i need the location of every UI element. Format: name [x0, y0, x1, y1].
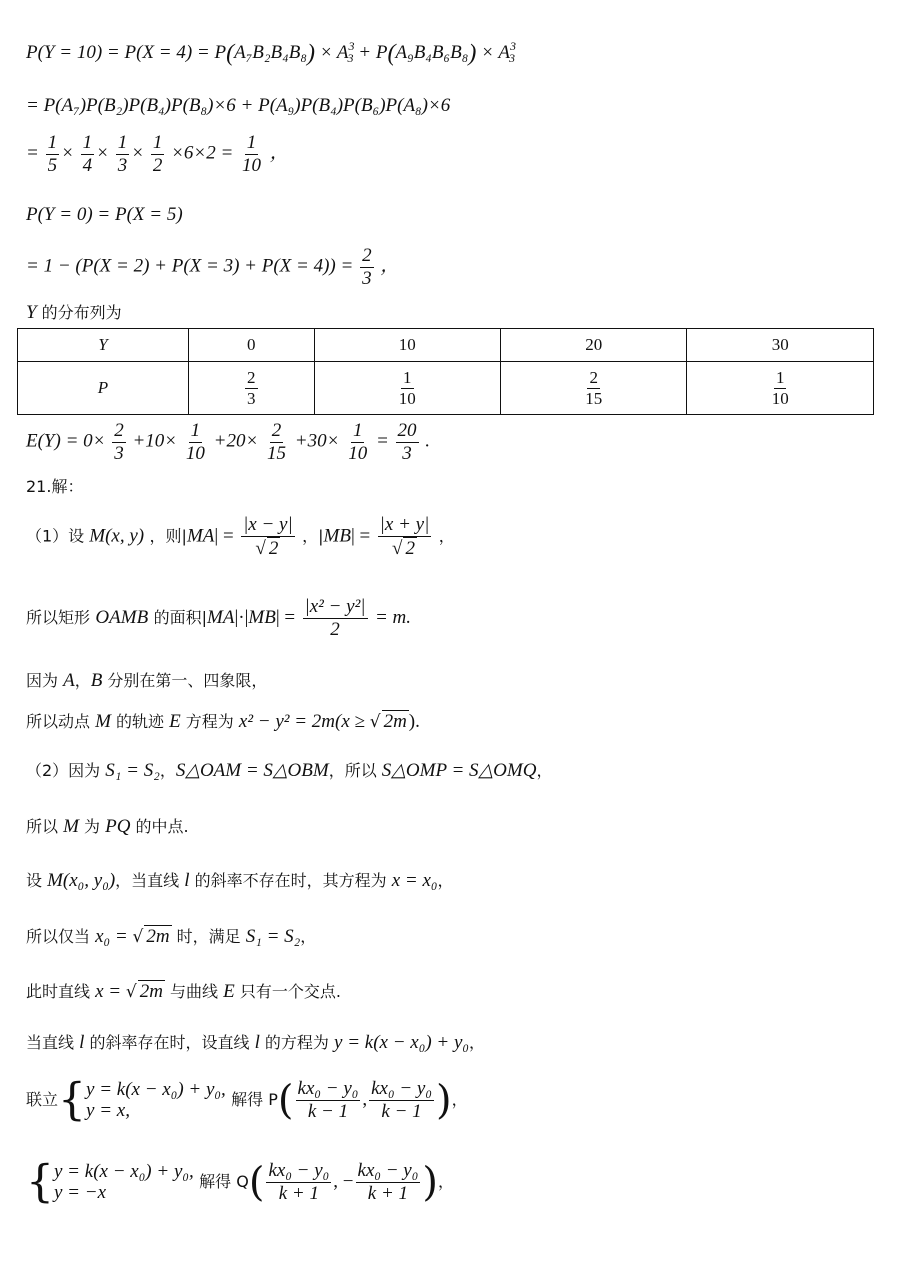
line-1: $P(Y = 10) = P(X = 4) = P(A_7B_2B_4B_8) \times A^3_3 + P(A_9B_4B_6B_8) \times A^3_3$	[26, 39, 516, 67]
table-cell: $\frac{2}{3}$	[189, 362, 315, 415]
times: ×	[96, 142, 109, 164]
eq-part: MB	[323, 525, 351, 547]
line-4: P(Y = 0) = P(X = 5)	[26, 204, 183, 225]
table-cell: $\frac{1}{10}$	[314, 362, 500, 415]
eq-part: +20×	[213, 430, 259, 452]
text: ，则|	[149, 526, 187, 546]
line-18: 当直线 l 的斜率存在时，设直线 l 的方程为 y = k(x − x₀) + y₀，	[26, 1032, 486, 1053]
eq-part: | =	[350, 525, 371, 547]
eq-part: MB	[248, 606, 276, 628]
eq-part: + P	[358, 42, 388, 63]
table-header-cell: 10	[314, 329, 500, 362]
period: .	[425, 430, 431, 452]
eq-part: × A	[481, 42, 510, 63]
superscript: 3	[509, 39, 516, 53]
table-row-label: P	[18, 362, 189, 415]
eq-part: | =	[214, 525, 234, 547]
superscript: 3	[348, 39, 355, 53]
fraction: $\frac{20}{3}$	[397, 420, 417, 464]
line-7	[26, 420, 430, 465]
eq-part: MA	[207, 606, 235, 628]
table-header-row	[18, 329, 874, 362]
line-14: 所以 M 为 PQ 的中点.	[26, 816, 189, 837]
text: 所以矩形	[26, 607, 91, 627]
table-header-cell: Y	[18, 329, 189, 362]
line-17: 此时直线 x = √ 2m 与曲线 E 只有一个交点.	[26, 981, 341, 1002]
text: ，|	[302, 526, 324, 546]
times: ×	[131, 142, 145, 164]
fraction: $\frac{1}{10}$	[185, 420, 205, 464]
var: Y	[26, 302, 37, 323]
fraction: $\frac{1}{5}$	[47, 132, 58, 176]
fraction: $\frac{|x + y|}{√ 2}$	[379, 514, 430, 559]
comma: ，	[269, 142, 289, 164]
text: （1）设	[26, 526, 90, 546]
eq-part: +10×	[132, 430, 178, 452]
fraction: $\frac{\text{|x² − y²|}}{2}$	[304, 596, 366, 640]
table-header-cell: 20	[501, 329, 687, 362]
eq-part: = 1 − (P(X = 2) + P(X = 3) + P(X = 4)) =	[26, 255, 354, 277]
eq-part: A₇B₂B₄B₈	[234, 42, 307, 63]
eq-part: =	[375, 430, 389, 452]
subscript: 3	[347, 51, 354, 65]
line-2: = P(A₇)P(B₂)P(B₄)P(B₈)×6 + P(A₉)P(B₄)P(B₆)P(A₈)×6	[26, 95, 451, 116]
eq-part: MA	[186, 525, 215, 547]
eq-part: +30×	[294, 430, 340, 452]
table-cell: $\frac{1}{10}$	[687, 362, 874, 415]
eq-part: = m.	[374, 606, 411, 628]
eq-part: ×6×2 =	[171, 142, 234, 164]
line-19: 联立{ y = k(x − x₀) + y₀, y = x, 解得 P( $\frac{\text{kx₀ − y₀}}{k - 1}$ , $\frac{\text{kx₀ − y₀}}{k - 1}$ )，	[26, 1074, 468, 1126]
line-6	[26, 302, 122, 324]
line-11: 因为 A，B 分别在第一、四象限，	[26, 670, 268, 691]
line-9	[26, 514, 455, 560]
line-20: { y = k(x − x₀) + y₀, y = −x 解得 Q( $\frac{\text{kx₀ − y₀}}{k + 1}$ , − $\frac{\text{kx₀ − y₀}}{k + 1}$ )，	[26, 1156, 454, 1208]
line-13: （2）因为 S₁ = S₂，S△OAM = S△OBM，所以 S△OMP = S△OMQ，	[26, 760, 553, 781]
distribution-table	[17, 328, 874, 415]
eq-part: |·|	[234, 606, 249, 628]
text: 的面积|	[153, 607, 207, 627]
table-header-cell: 0	[189, 329, 315, 362]
fraction: $\frac{1}{10}$	[242, 132, 262, 176]
fraction: $\frac{1}{3}$	[117, 132, 128, 176]
table-row	[18, 362, 874, 415]
eq-part: A₉B₄B₆B₈	[395, 42, 469, 63]
eq-part: P(Y = 10) = P(X = 4) = P	[26, 42, 227, 63]
subscript: 3	[508, 51, 515, 65]
text: 的分布列为	[36, 303, 122, 322]
fraction: $\frac{1}{10}$	[348, 420, 368, 464]
line-16: 所以仅当 x₀ = √ 2m 时，满足 S₁ = S₂，	[26, 926, 317, 947]
section-heading: 21.解：	[26, 477, 84, 496]
fraction: $\frac{1}{4}$	[82, 132, 93, 176]
line-15: 设 M(x₀, y₀)，当直线 l 的斜率不存在时，其方程为 x = x₀，	[26, 870, 454, 891]
table-cell: $\frac{2}{15}$	[501, 362, 687, 415]
fraction: $\frac{2}{3}$	[362, 245, 372, 289]
eq-part: × A	[319, 42, 349, 63]
equals: =	[26, 142, 39, 164]
line-5	[26, 245, 399, 290]
eq-part: | =	[275, 606, 296, 628]
comma: ，	[380, 255, 400, 277]
line-3	[26, 132, 289, 177]
fraction: $\frac{1}{2}$	[152, 132, 163, 176]
line-12: 所以动点 M 的轨迹 E 方程为 x² − y² = 2m(x ≥ √ 2m ).	[26, 711, 420, 732]
eq-part: OAMB	[95, 606, 149, 628]
fraction: $\frac{2}{3}$	[114, 420, 124, 464]
line-10	[26, 596, 411, 641]
eq-part: E(Y) = 0×	[26, 430, 106, 452]
eq-part: M(x, y)	[89, 525, 145, 547]
times: ×	[61, 142, 74, 164]
text: ，	[438, 526, 455, 546]
fraction: $\frac{|x - y|}{√ 2}$	[243, 514, 293, 559]
table-header-cell: 30	[687, 329, 874, 362]
fraction: $\frac{2}{15}$	[267, 420, 287, 464]
